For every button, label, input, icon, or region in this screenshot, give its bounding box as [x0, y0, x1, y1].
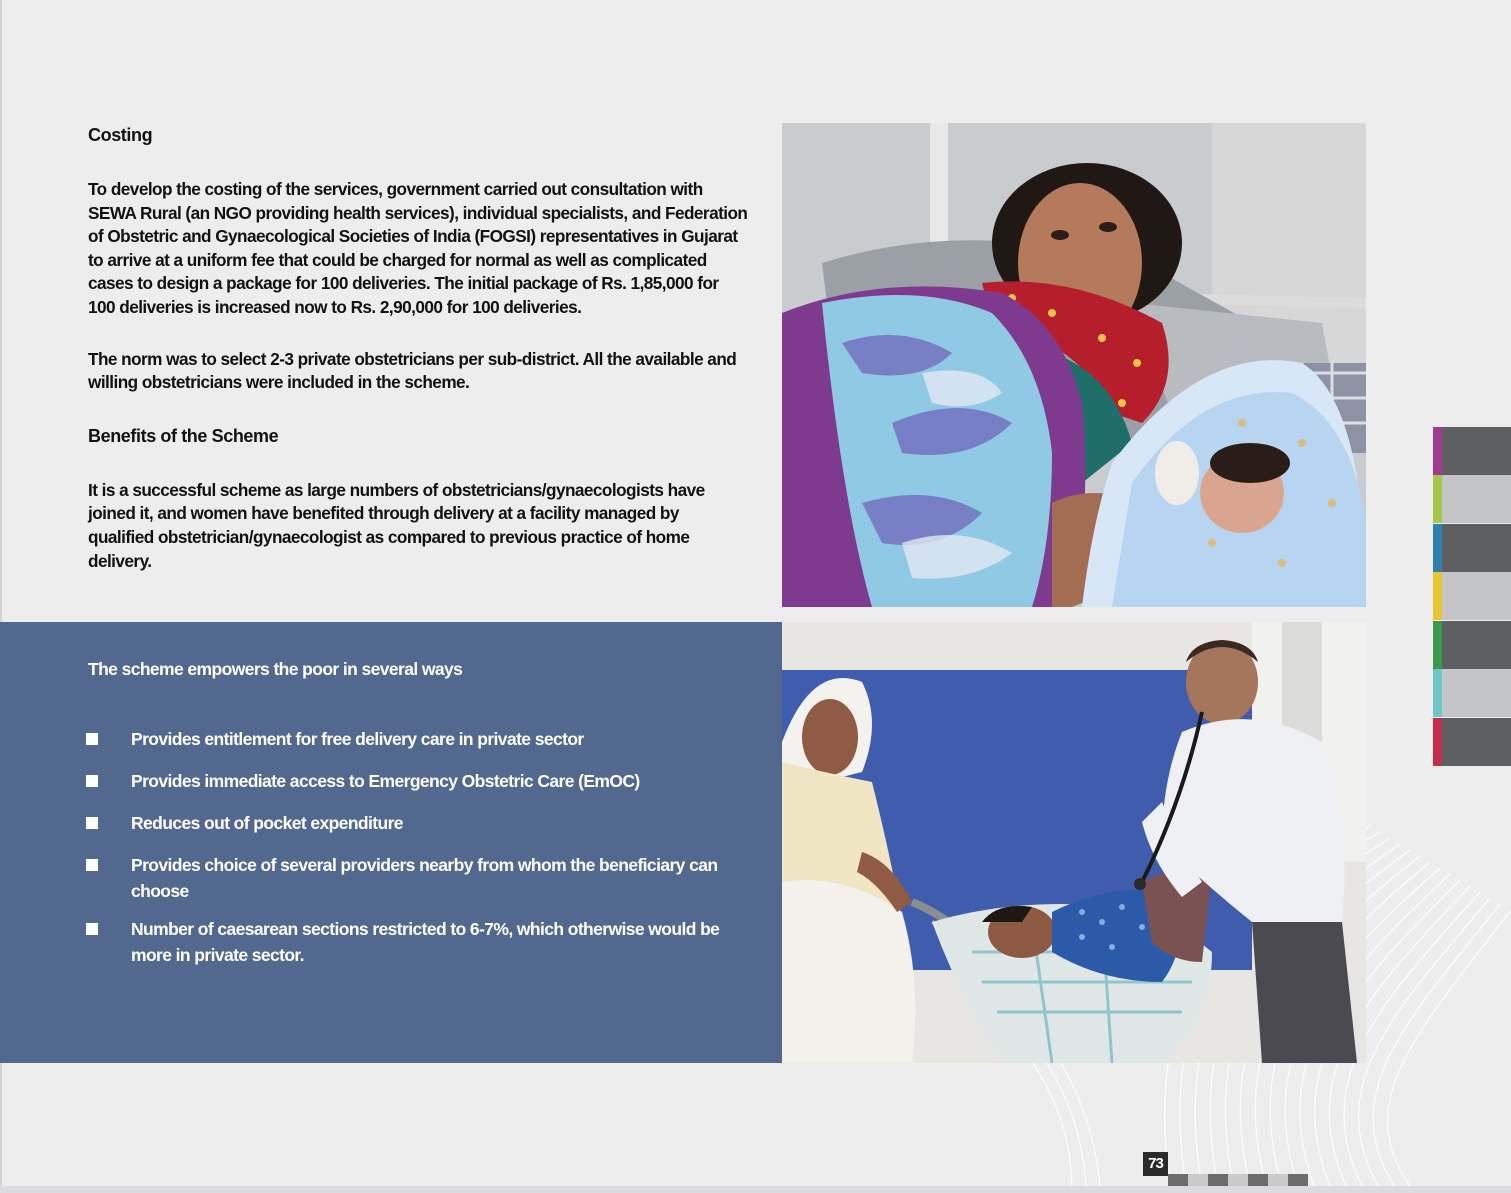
bullet-square-icon [86, 923, 98, 935]
list-item-text: Provides entitlement for free delivery care in private sector [131, 729, 584, 749]
list-item-text: Reduces out of pocket expenditure [131, 813, 403, 833]
benefits-paragraph: It is a successful scheme as large numbers of obstetricians/gynaecologists have joined it, and women have benefited through delivery at a facility managed by qualified obstetrician/gynaecologist as compared to previous practice of home delivery. [88, 479, 705, 571]
costing-paragraph: To develop the costing of the services, government carried out consultation with SEWA Rural (an NGO providing health services), individual specialists, and Federation of Obstetric and Gynaecological Societies of India (FOGSI) representatives in Gujarat to arrive at a uniform fee that could be charged for normal as well as complicated cases to design a package for 100 deliveries. The initial package of Rs. 1,85,000 for 100 deliveries is increased now to Rs. 2,90,000 for 100 deliveries. [88, 179, 748, 317]
list-item [86, 810, 746, 836]
list-item-text: Provides immediate access to Emergency Obstetric Care (EmOC) [131, 771, 640, 791]
bullet-square-icon [86, 817, 98, 829]
chapter-tab [1433, 524, 1511, 572]
benefits-heading: Benefits of the Scheme [88, 425, 279, 446]
chapter-tab-strip [1433, 427, 1511, 766]
doctor-examination-illustration [782, 622, 1366, 1063]
empowerment-title: The scheme empowers the poor in several ways [88, 659, 463, 679]
bullet-square-icon [86, 859, 98, 871]
page-edge-bottom [0, 1186, 1511, 1193]
text-column [88, 124, 748, 573]
bullet-square-icon [86, 775, 98, 787]
chapter-tab [1433, 621, 1511, 669]
bullet-square-icon [86, 733, 98, 745]
list-item-text: Number of caesarean sections restricted to 6-7%, which otherwise would be more in private sector. [131, 919, 720, 965]
empowerment-list [86, 726, 746, 968]
chapter-tab [1433, 427, 1511, 475]
mother-newborn-illustration [782, 123, 1366, 607]
list-item [86, 768, 746, 794]
chapter-tab [1433, 475, 1511, 523]
page-number: 73 [1143, 1152, 1168, 1176]
costing-heading: Costing [88, 125, 153, 145]
list-item [86, 852, 746, 904]
norm-paragraph: The norm was to select 2-3 private obstetricians per sub-district. All the available and willing obstetricians were included in the scheme. [88, 348, 737, 393]
list-item [86, 916, 746, 968]
doctor-examination-photo [782, 622, 1366, 1063]
list-item [86, 726, 746, 752]
chapter-tab [1433, 572, 1511, 620]
chapter-tab [1433, 718, 1511, 766]
chapter-tab [1433, 669, 1511, 717]
mother-newborn-photo [782, 123, 1366, 607]
list-item-text: Provides choice of several providers nearby from whom the beneficiary can choose [131, 855, 718, 901]
